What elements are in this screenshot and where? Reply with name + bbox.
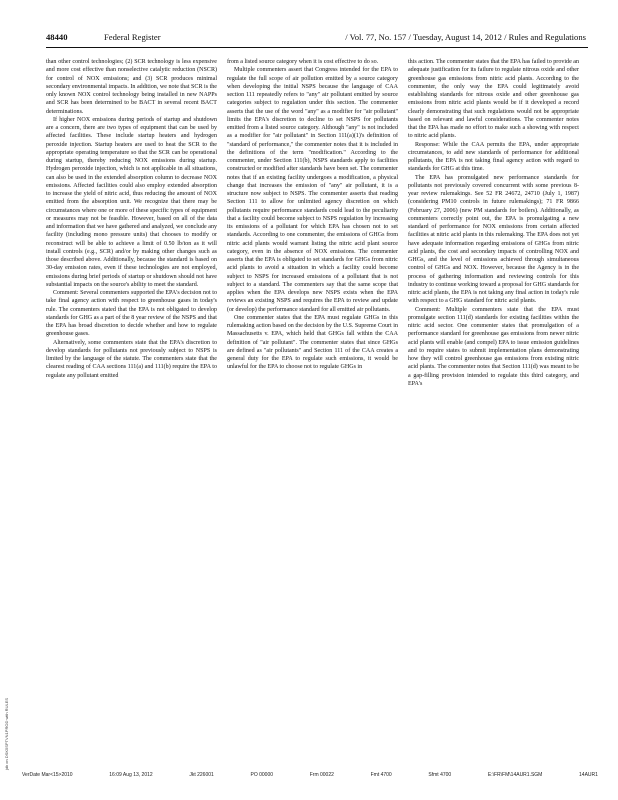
footer-po: PO 00000 [250,772,274,778]
text-column-2 [227,58,398,758]
footer-frm: Frm 00022 [309,772,334,778]
header-line [104,32,586,42]
footer-jkt: Jkt 226001 [189,772,214,778]
paragraph: Multiple commenters assert that Congress intended for the EPA to regulate the full scope of air pollution emitted by a source category when developing the initial NSPS because the language of CAA section 111 repeatedly refers to "any" air pollutant emitted by source categories subject to regulation under this section. The commenter asserts that the use of the word "any" as a modifier for "air pollutant" limits the EPA's discretion to decline to set NSPS for pollutants emitted from a listed source category. Although "any" is not included as a modifier for "air pollutant" in Section 111(a)(1)'s definition of "standard of performance," the commenter notes that it is included in the definitions of the term "modification." According to the commenter, under Section 111(b), NSPS standards apply to facilities constructed or modified after standards have been set. The commenter notes that if an existing facility undergoes a modification, a physical change that increases the emission of "any" air pollutant, it is a structure now subject to NSPS. The commenter asserts that reading Section 111 to allow for unlimited agency discretion on which pollutants require performance standards could lead to the peculiarity that a facility could become subject to NSPS regulation by increasing its emissions of a pollutant for which EPA has chosen not to set standards. According to one commenter, the emissions of GHGs from nitric acid plants would warrant listing the nitric acid plant source category, even in the absence of NOX emissions. The commenter asserts that the EPA is obligated to set standards for GHGs from nitric acid plants to avoid a situation in which a facility could become subject to NSPS for increased emissions of a pollutant that is not subject to a standard. The commenters say that the same scope that applies when the EPA develops new NSPS exists when the EPA reviews an existing NSPS and requires the EPA to review and update (or develop) the performance standard for all emitted air pollutants. [227,67,398,313]
issue-details: / Vol. 77, No. 157 / Tuesday, August 14, 2012 / Rules and Regulations [345,32,586,42]
footer-time: 16:09 Aug 13, 2012 [109,772,153,778]
paragraph: Comment: Multiple commenters state that the EPA must promulgate section 111(d) standards for existing facilities within the nitric acid sector. One commenter states that promulgation of a performance standard for greenhouse gas emissions from newer nitric acid plants will enable (and compel) EPA to issue emission guidelines and to require states to submit implementation plans demonstrating how they will control greenhouse gas emissions from existing nitric acid plants. The commenter notes that Section 111(d) was meant to be a gap-filling provision intended to regulate this third category, and EPA's [408,306,579,387]
paragraph: One commenter states that the EPA must regulate GHGs in this rulemaking action based on the decision by the U.S. Supreme Court in Massachusetts v. EPA, which held that GHGs fall within the CAA definition of "air pollutant". The commenter states that since GHGs are defined as "air pollutants" and Section 111 of the CAA creates a general duty for the EPA to regulate such emissions, it would be unlawful for the EPA to choose not to regulate GHGs in [227,314,398,371]
footer-verdate: VerDate Mar<15>2010 [22,772,73,778]
paragraph: Comment: Several commenters supported the EPA's decision not to take final agency action with respect to greenhouse gases in today's rule. The commenters stated that the EPA is not obligated to develop standards for GHG as a part of the 8 year review of the NSPS and that the EPA has broad discretion to decide whether and how to regulate greenhouse gases. [46,290,217,338]
paragraph: this action. The commenter states that the EPA has failed to provide an adequate justification for its failure to regulate nitrous oxide and other greenhouse gas emissions from nitric acid plants. According to the commenter, the only way the EPA could legitimately avoid establishing standards for nitrous oxide and other greenhouse gas emissions from nitric acid plants would be if it developed a record clearly demonstrating that such regulations would not be appropriate based on relevant and lawful considerations. The commenter notes that the EPA has made no effort to make such a showing with respect to nitric acid plants. [408,59,579,140]
paragraph: than other control technologies; (2) SCR technology is less expensive and more cost effective than nonselective catalytic reduction (NSCR) for control of NOX emissions; and (3) SCR produces minimal secondary environmental impacts. In addition, we note that SCR is the only known NOX control technology being installed in new NAPPs and SCR has been determined to be BACT in several recent BACT determinations. [46,59,217,115]
text-column-3 [408,58,579,758]
text-column-1 [46,58,217,758]
paragraph: The EPA has promulgated new performance standards for pollutants not previously covered concurrent with some previous 8-year review rulemakings. See 52 FR 24672, 24710 (July 1, 1987) (considering PM10 controls in future rulemakings); 71 FR 9866 (February 27, 2006) (new PM standards for boilers). Additionally, as commenters correctly point out, the EPA is promulgating a new standard of performance for NOX emissions from certain affected facilities at nitric acid plants in this rulemaking. The EPA does not yet have adequate information regarding emissions of GHGs from nitric acid plants, the cost and secondary impacts of controlling NOX and GHGs, and the level of emissions achieved through simultaneous control of GHGs and NOX. However, because the Agency is in the process of gathering information and reviewing controls for this industry to continue working toward a proposal for GHG standards for nitric acid plants, the EPA is not taking any final action in today's rule with respect to a GHG standard for nitric acid plants. [408,174,579,305]
page-number: 48440 [46,32,68,42]
paragraph: Alternatively, some commenters state that the EPA's discretion to develop standards for pollutants not previously subject to NSPS is limited by the language of the statute. The commenters state that the clearest reading of CAA sections 111(a) and 111(b) require the EPA to regulate any pollutant emitted [46,339,217,379]
page-header [46,32,586,46]
page-footer [22,772,598,782]
header-rule [46,47,588,48]
paragraph: If higher NOX emissions during periods of startup and shutdown are a concern, there are two types of equipment that can be used by affected facilities. These include startup heaters and hydrogen peroxide injection. Startup heaters are used to heat the SCR to the appropriate operating temperature so that the SCR can be operational during startup, thereby reducing NOX emissions during startup. Hydrogen peroxide injection, which is not applicable in all situations, can also be used in the extended absorption column to decrease NOX emissions. Affected facilities could also employ extended absorption to increase the yield of nitric acid, thus reducing the amount of NOX emitted from the absorption unit. We recognize that there may be circumstances where one or more of these specific types of equipment or measures may not be feasible. However, based on all of the data and information that we have gathered and analyzed, we conclude any facility (including mono pressure units) that chooses to modify or reconstruct will be able to achieve a limit of 0.50 lb/ton as it will install controls (e.g., SCR) and/or by making other changes such as those described above. Additionally, because the standard is based on 30-day emission rates, even if these technologies are not employed, emissions during brief periods of startup or shutdown should not have substantial impacts on the source's ability to meet the standard. [46,116,217,288]
paragraph: Response: While the CAA permits the EPA, under appropriate circumstances, to add new standards of performance for additional pollutants, the EPA is not taking final agency action with regard to standards for GHG at this time. [408,141,579,173]
footer-file: E:\FR\FM\14AUR1.SGM [487,772,543,778]
publication-name: Federal Register [104,32,161,42]
margin-sidenote: jdk on DSK5SPTVN1PROD with RULES [4,697,9,770]
paragraph: from a listed source category when it is cost effective to do so. [227,59,379,65]
footer-code: 14AUR1 [579,772,598,778]
footer-sfmt: Sfmt 4700 [428,772,452,778]
footer-fmt: Fmt 4700 [370,772,392,778]
